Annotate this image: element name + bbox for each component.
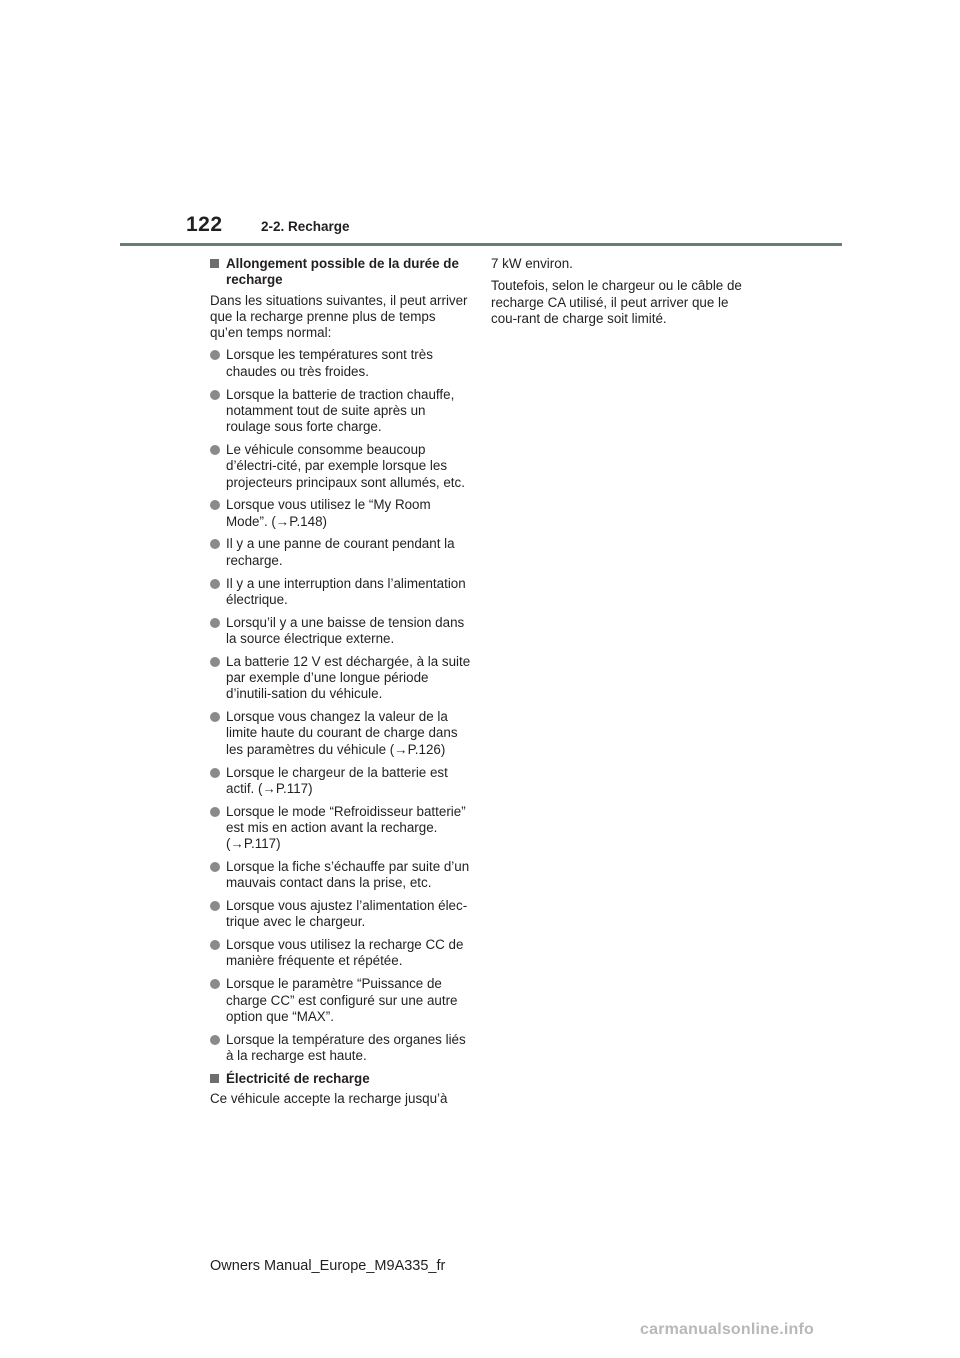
heading-text: Électricité de recharge bbox=[226, 1070, 370, 1086]
list-item-text: Lorsque les températures sont très chaudes ou très froides. bbox=[226, 347, 433, 379]
header-rule bbox=[120, 243, 842, 246]
list-item-text: Lorsque vous changez la valeur de la limite haute du courant de charge dans les paramètres du véhicule (→P.126) bbox=[226, 709, 458, 757]
round-bullet-icon bbox=[210, 862, 220, 872]
round-bullet-icon bbox=[210, 390, 220, 400]
list-item-text: Lorsque vous ajustez l’alimentation élec-trique avec le chargeur. bbox=[226, 898, 468, 930]
list-item-text: Lorsque le chargeur de la batterie est actif. (→P.117) bbox=[226, 764, 448, 796]
square-bullet-icon bbox=[210, 259, 219, 268]
list-item bbox=[210, 804, 472, 853]
page-number: 122 bbox=[186, 213, 223, 236]
list-item bbox=[210, 1032, 472, 1065]
list-item bbox=[210, 976, 472, 1025]
round-bullet-icon bbox=[210, 768, 220, 778]
round-bullet-icon bbox=[210, 807, 220, 817]
round-bullet-icon bbox=[210, 712, 220, 722]
round-bullet-icon bbox=[210, 579, 220, 589]
list-item bbox=[210, 765, 472, 798]
round-bullet-icon bbox=[210, 901, 220, 911]
list-item-text: Lorsqu’il y a une baisse de tension dans la source électrique externe. bbox=[226, 614, 465, 646]
list-item-text: Lorsque la batterie de traction chauffe, notamment tout de suite après un roulage sous forte charge. bbox=[226, 386, 455, 435]
round-bullet-icon bbox=[210, 539, 220, 549]
list-item-text: Le véhicule consomme beaucoup d’électri-cité, par exemple lorsque les projecteurs principaux sont allumés, etc. bbox=[226, 441, 465, 490]
charge-limit-paragraph: Toutefois, selon le chargeur ou le câble de recharge CA utilisé, il peut arriver que le cou-rant de charge soit limité. bbox=[491, 278, 742, 326]
round-bullet-icon bbox=[210, 940, 220, 950]
list-item-text: Lorsque le mode “Refroidisseur batterie” est mis en action avant la recharge. (→P.117) bbox=[226, 803, 466, 852]
section-title: 2-2. Recharge bbox=[261, 219, 350, 234]
round-bullet-icon bbox=[210, 979, 220, 989]
left-column bbox=[210, 256, 472, 1113]
list-item-text: La batterie 12 V est déchargée, à la suite par exemple d’une longue période d’inutili-sation du véhicule. bbox=[226, 653, 471, 702]
square-bullet-icon bbox=[210, 1074, 219, 1083]
right-column bbox=[491, 256, 753, 333]
list-item bbox=[210, 898, 472, 931]
list-item bbox=[210, 387, 472, 436]
list-item bbox=[210, 859, 472, 892]
document-id: Owners Manual_Europe_M9A335_fr bbox=[210, 1258, 446, 1274]
list-item bbox=[210, 654, 472, 703]
watermark: carmanualsonline.info bbox=[640, 1321, 815, 1338]
list-item-text: Il y a une interruption dans l’alimentation électrique. bbox=[226, 575, 466, 607]
list-item bbox=[210, 709, 472, 758]
heading-text: Allongement possible de la durée de recharge bbox=[226, 256, 459, 288]
intro-paragraph: Dans les situations suivantes, il peut arriver que la recharge prenne plus de temps qu’en temps normal: bbox=[210, 292, 468, 341]
list-item bbox=[210, 615, 472, 648]
list-item bbox=[210, 347, 472, 380]
list-item bbox=[210, 576, 472, 609]
list-item-text: Il y a une panne de courant pendant la recharge. bbox=[226, 536, 455, 568]
round-bullet-icon bbox=[210, 445, 220, 455]
list-item-text: Lorsque le paramètre “Puissance de charge CC” est configuré sur une autre option que “MAX”. bbox=[226, 976, 458, 1024]
heading-charge-electricity bbox=[210, 1071, 472, 1087]
list-item-text: Lorsque la température des organes liés à la recharge est haute. bbox=[226, 1031, 466, 1063]
list-item-text: Lorsque vous utilisez le “My Room Mode”. (→P.148) bbox=[226, 497, 431, 529]
list-item bbox=[210, 937, 472, 970]
heading-charge-duration bbox=[210, 256, 472, 289]
round-bullet-icon bbox=[210, 500, 220, 510]
round-bullet-icon bbox=[210, 618, 220, 628]
round-bullet-icon bbox=[210, 350, 220, 360]
list-item bbox=[210, 536, 472, 569]
round-bullet-icon bbox=[210, 657, 220, 667]
charge-paragraph: Ce véhicule accepte la recharge jusqu’à bbox=[210, 1091, 448, 1107]
charge-power-paragraph: 7 kW environ. bbox=[491, 256, 573, 271]
list-item-text: Lorsque vous utilisez la recharge CC de manière fréquente et répétée. bbox=[226, 937, 464, 969]
list-item-text: Lorsque la fiche s’échauffe par suite d’un mauvais contact dans la prise, etc. bbox=[226, 859, 470, 891]
list-item bbox=[210, 442, 472, 491]
list-item bbox=[210, 497, 472, 530]
round-bullet-icon bbox=[210, 1035, 220, 1045]
